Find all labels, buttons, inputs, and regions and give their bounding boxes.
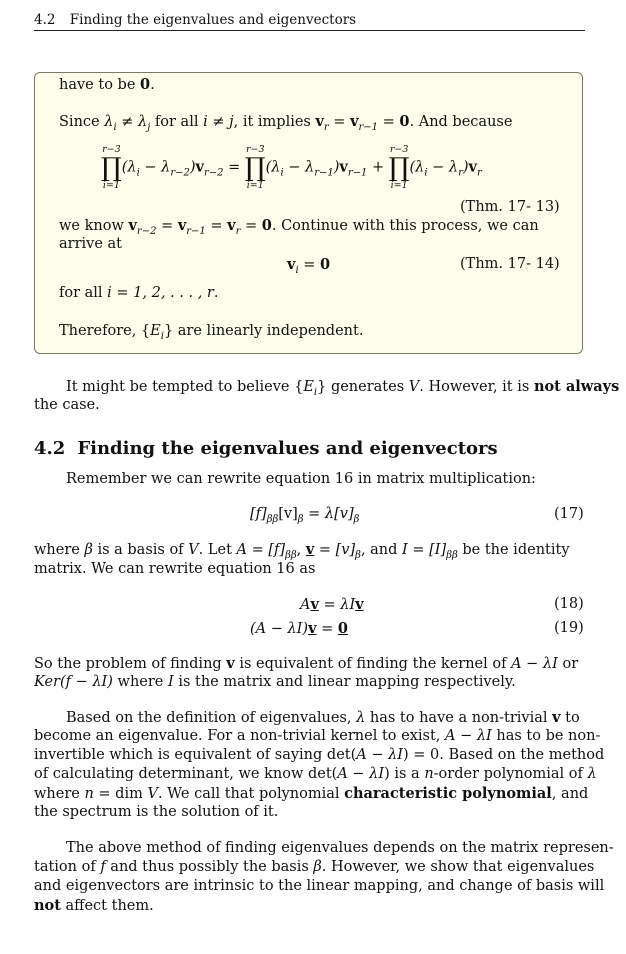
vector: v [287,256,296,273]
paragraph-5-line-5 [34,785,588,802]
vector: v [310,596,319,613]
text: to [560,710,580,726]
vector: v [355,596,364,613]
math-sub: i [160,330,164,342]
vector: v [468,158,477,176]
paragraph-3-line-2: matrix. We can rewrite equation 16 as [34,561,316,577]
paragraph-5-line-6: the spectrum is the solution of it. [34,804,279,820]
paragraph-4-line-1 [34,655,578,672]
math-sub: r−2 [203,167,224,179]
zero-vector: 0 [261,217,272,234]
text: . [213,285,219,301]
text: ) is a [384,766,425,782]
proof-line-2 [59,113,512,133]
vector: v [308,620,317,637]
section-title: Finding the eigenvalues and eigenvectors [77,438,498,459]
proof-line-6 [59,323,363,342]
math: V [408,379,420,395]
math-sub: i [113,121,117,133]
text: for all [59,285,108,301]
zero-vector: 0 [337,620,348,637]
math: − λ [139,159,171,176]
math: V [188,542,199,558]
math: [v] [278,506,298,522]
math: = λ[v] [303,506,354,522]
product-operator [245,145,266,190]
paragraph-6-line-4 [34,897,154,914]
text: It might be tempted to believe { [66,379,304,395]
paragraph-6-line-1: The above method of finding eigenvalues depends on the matrix represen- [66,840,614,856]
text: = [156,218,178,234]
math: (A − λI) [250,621,309,637]
text: for all [150,114,204,130]
proof-line-5 [59,285,218,301]
math: λ [587,766,597,782]
math: ≠ λ [116,114,148,130]
vector: v [195,158,204,176]
text: or [557,656,579,672]
paragraph-5-line-1 [66,709,580,726]
math: Ker(f − λI) [34,674,113,690]
math: A − λI [337,766,385,782]
math: n [84,786,94,802]
product-operator [101,145,122,190]
math: λ [356,710,366,726]
math: (λ [121,159,137,176]
math-sub: β [353,513,360,525]
product-symbol: ∏ [244,152,266,183]
vector: v [552,709,561,726]
product-symbol: ∏ [388,152,410,183]
equation-18 [300,596,364,613]
math: ) [333,159,340,176]
vector: v [305,541,315,558]
equation-19 [250,620,348,637]
vector: v [315,113,324,130]
math: f [100,859,106,875]
math: E [150,323,161,339]
math: = λI [318,597,356,613]
text: = [378,114,400,130]
math: = [I] [407,542,447,558]
text: Therefore, { [59,323,151,339]
math-sub: r [476,167,482,179]
paragraph-5-line-2 [34,728,600,744]
text: where [112,674,168,690]
text: become an eigenvalue. For a non-trivial kernel to exist, [34,728,446,744]
math: ) [462,159,469,176]
equation-14 [287,256,330,276]
proof-line-3 [59,217,539,237]
paragraph-1-line-2: the case. [34,397,100,413]
product-lower-limit: i=1 [390,179,408,191]
math: − λ [283,159,315,176]
product-operator [389,145,410,190]
header-title: Finding the eigenvalues and eigenvectors [69,12,357,28]
text: and thus possibly the basis [105,859,314,875]
math-sub: i [136,167,140,179]
running-header [34,12,585,31]
math-sub: r−1 [347,167,368,179]
text: , and [360,542,403,558]
text: we know [59,218,129,234]
math-sub: r−2 [170,167,190,179]
text: has to have a non-trivial [365,710,553,726]
text: So the problem of finding [34,656,227,672]
paragraph-6-line-3: and eigenvectors are intrinsic to the linear mapping, and change of basis will [34,878,605,894]
math: A − λI [511,656,558,672]
math: [f] [250,506,267,522]
math: (λ [265,159,281,176]
vector: v [339,158,348,176]
emphasis: not always [533,378,620,395]
paragraph-5-line-4 [34,766,597,782]
equation-number-17: (17) [554,506,584,522]
text: = [240,218,262,234]
paragraph-1-line-1 [66,378,619,398]
text: is the matrix and linear mapping respectively. [173,674,516,690]
paragraph-2: Remember we can rewrite equation 16 in matrix multiplication: [66,471,536,487]
text: } generates [317,379,409,395]
math: A [300,597,311,613]
text: , [296,542,306,558]
math: β [313,859,322,875]
math-sub: r [323,121,329,133]
math: A [236,542,247,558]
math-sub: ββ [285,549,297,561]
text: Since [59,114,105,130]
text: = [328,114,351,130]
text: . We call that polynomial [157,786,345,802]
text: = dim [93,786,148,802]
text: . [150,77,155,93]
text: where [34,542,85,558]
paragraph-6-line-2 [34,859,594,875]
equation-17 [250,506,359,525]
text: be the identity [457,542,570,558]
math-sub: ββ [266,513,279,525]
math: = [316,621,338,637]
zero-vector: 0 [320,256,331,273]
text: tation of [34,859,101,875]
text: ) = 0. Based on the method [403,747,605,763]
math-sub: j [147,121,151,133]
text: . Let [198,542,237,558]
paragraph-4-line-2 [34,674,516,690]
product-upper-limit: r−3 [245,144,265,155]
math-sub: r [458,167,463,179]
vector: v [350,113,359,130]
text: . However, we show that eigenvalues [321,859,595,875]
math: ) [189,159,196,176]
text: = [205,218,228,234]
math: I [167,674,174,690]
math: = [f] [247,542,286,558]
text: invertible which is equivalent of saying det( [34,747,357,763]
math: = [v] [314,542,356,558]
text: = [298,257,321,273]
math-sub: i [424,167,428,179]
emphasis: characteristic polynomial [344,785,552,802]
math: = [223,159,245,176]
math: i ≠ j [203,114,234,130]
math-sub: ββ [446,549,458,561]
math: (λ [409,159,425,176]
theorem-label-14: (Thm. 17- 14) [460,256,560,272]
proof-line-1 [59,76,155,93]
math-sub: r−1 [358,121,379,133]
math-sub: r−2 [136,225,157,237]
proof-box [34,72,583,354]
math-sub: i [280,167,284,179]
product-equation [101,145,482,190]
text: -order polynomial of [433,766,588,782]
equation-number-19: (19) [554,620,584,636]
text: where [34,786,85,802]
math: n [424,766,434,782]
math: E [303,379,314,395]
zero-vector: 0 [140,76,151,93]
paragraph-5-line-3 [34,747,604,763]
math-sub: β [355,549,361,561]
equation-number-18: (18) [554,596,584,612]
theorem-label-13: (Thm. 17- 13) [460,199,560,215]
text: . However, it is [419,379,534,395]
text: } are linearly independent. [163,323,364,339]
math-sub: i [313,386,318,398]
math: A − λI [445,728,492,744]
text: . And because [409,114,513,130]
text: has to be non- [491,728,601,744]
paragraph-3-line-1 [34,541,570,561]
product-upper-limit: r−3 [389,144,409,155]
math-sub: r [235,225,241,237]
math-sub: r−1 [186,225,206,237]
zero-vector: 0 [399,113,410,130]
text: , it implies [233,114,316,130]
product-lower-limit: i=1 [246,179,264,191]
math: i = 1, 2, . . . , r [107,285,214,301]
math: λ [104,114,114,130]
product-lower-limit: i=1 [102,179,120,191]
math: I [402,542,408,558]
product-symbol: ∏ [101,152,122,183]
proof-line-4: arrive at [59,236,122,252]
vector: v [227,217,236,234]
math: A − λI [356,747,404,763]
math: V [147,786,158,802]
vector: v [128,217,137,234]
vector: v [177,217,187,234]
math-sub: r−1 [314,167,334,179]
math-sub: β [297,513,304,525]
text: Based on the definition of eigenvalues, [66,710,357,726]
text: is equivalent of finding the kernel of [234,656,512,672]
product-upper-limit: r−3 [102,144,121,155]
text: is a basis of [92,542,189,558]
math-sub: i [295,264,299,276]
vector: v [226,655,235,672]
text: have to be [59,77,141,93]
text: , and [551,786,589,802]
text: of calculating determinant, we know det( [34,766,338,782]
text: . Continue with this process, we can [271,218,539,234]
text: affect them. [60,898,154,914]
math: β [84,542,93,558]
section-heading [34,438,498,459]
section-number: 4.2 [34,438,66,459]
math: − λ [427,159,459,176]
math: + [367,159,389,176]
header-section-number: 4.2 [34,12,56,28]
emphasis: not [34,897,61,914]
